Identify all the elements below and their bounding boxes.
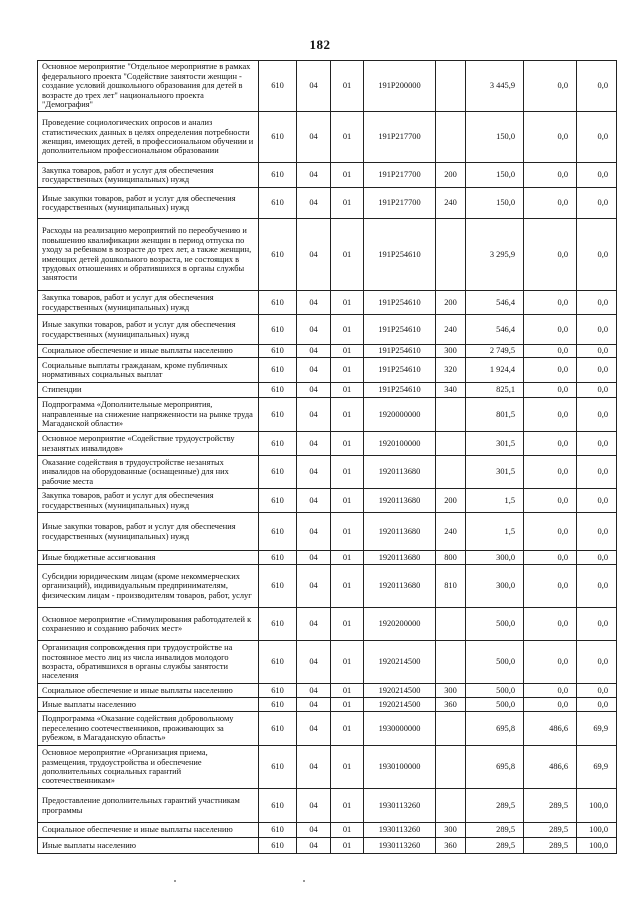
section-code-cell: 04 [297,358,331,383]
table-row [38,398,617,432]
scan-speck [303,880,305,882]
item-name-cell: Оказание содействия в трудоустройстве незанятых инвалидов на оборудованные (оснащенные) для них рабочие места [38,456,259,489]
expense-type-code-cell [436,746,466,789]
executed-amount-cell: 486,6 [524,712,577,746]
section-code-cell: 04 [297,746,331,789]
item-name-cell: Иные закупки товаров, работ и услуг для обеспечения государственных (муниципальных) нужд [38,188,259,219]
executed-amount-cell: 0,0 [524,698,577,712]
target-article-code-cell: 1920113680 [364,565,436,608]
target-article-code-cell: 191P200000 [364,61,436,112]
department-code-cell: 610 [259,61,297,112]
target-article-code-cell: 1920214500 [364,698,436,712]
target-article-code-cell: 191P217700 [364,188,436,219]
department-code-cell: 610 [259,398,297,432]
department-code-cell: 610 [259,163,297,188]
table-row [38,684,617,698]
item-name-cell: Закупка товаров, работ и услуг для обеспечения государственных (муниципальных) нужд [38,489,259,513]
scan-speck [174,880,176,882]
target-article-code-cell: 1930113260 [364,838,436,854]
section-code-cell: 04 [297,513,331,551]
executed-amount-cell: 0,0 [524,565,577,608]
expense-type-code-cell [436,456,466,489]
table-row [38,432,617,456]
section-code-cell: 04 [297,112,331,163]
table-row [38,641,617,684]
execution-percent-cell: 0,0 [577,432,617,456]
expense-type-code-cell: 200 [436,291,466,315]
execution-percent-cell: 100,0 [577,823,617,838]
section-code-cell: 04 [297,345,331,358]
approved-amount-cell: 289,5 [466,838,524,854]
table-row [38,315,617,345]
approved-amount-cell: 150,0 [466,112,524,163]
approved-amount-cell: 289,5 [466,823,524,838]
table-row [38,383,617,398]
execution-percent-cell: 100,0 [577,789,617,823]
execution-percent-cell: 100,0 [577,838,617,854]
budget-table-body [38,61,617,854]
item-name-cell: Социальное обеспечение и иные выплаты населению [38,345,259,358]
section-code-cell: 04 [297,163,331,188]
expense-type-code-cell [436,219,466,291]
department-code-cell: 610 [259,219,297,291]
executed-amount-cell: 0,0 [524,383,577,398]
subsection-code-cell: 01 [331,823,364,838]
approved-amount-cell: 300,0 [466,551,524,565]
approved-amount-cell: 500,0 [466,608,524,641]
department-code-cell: 610 [259,489,297,513]
department-code-cell: 610 [259,838,297,854]
executed-amount-cell: 0,0 [524,432,577,456]
executed-amount-cell: 289,5 [524,838,577,854]
section-code-cell: 04 [297,291,331,315]
item-name-cell: Иные закупки товаров, работ и услуг для обеспечения государственных (муниципальных) нужд [38,315,259,345]
expense-type-code-cell [436,398,466,432]
subsection-code-cell: 01 [331,551,364,565]
department-code-cell: 610 [259,789,297,823]
target-article-code-cell: 1920000000 [364,398,436,432]
table-row [38,789,617,823]
approved-amount-cell: 546,4 [466,291,524,315]
department-code-cell: 610 [259,551,297,565]
subsection-code-cell: 01 [331,838,364,854]
item-name-cell: Социальное обеспечение и иные выплаты населению [38,684,259,698]
item-name-cell: Основное мероприятие «Организация приема, размещения, трудоустройства и обеспечение дополнительных социальных гарантий соотечественникам» [38,746,259,789]
department-code-cell: 610 [259,112,297,163]
subsection-code-cell: 01 [331,383,364,398]
target-article-code-cell: 1920113680 [364,513,436,551]
executed-amount-cell: 0,0 [524,456,577,489]
executed-amount-cell: 0,0 [524,551,577,565]
table-row [38,513,617,551]
item-name-cell: Подпрограмма «Дополнительные мероприятия, направленные на снижение напряженности на рынке труда Магаданской области» [38,398,259,432]
executed-amount-cell: 289,5 [524,789,577,823]
expense-type-code-cell [436,608,466,641]
section-code-cell: 04 [297,383,331,398]
target-article-code-cell: 1920214500 [364,684,436,698]
item-name-cell: Проведение социологических опросов и анализ статистических данных в целях определения потребности женщин, имеющих детей, в профессиональном обучении и дополнительном профессиональном образовании [38,112,259,163]
expense-type-code-cell [436,432,466,456]
subsection-code-cell: 01 [331,291,364,315]
section-code-cell: 04 [297,823,331,838]
approved-amount-cell: 289,5 [466,789,524,823]
department-code-cell: 610 [259,315,297,345]
executed-amount-cell: 0,0 [524,489,577,513]
executed-amount-cell: 0,0 [524,513,577,551]
department-code-cell: 610 [259,432,297,456]
item-name-cell: Организация сопровождения при трудоустройстве на постоянное место лиц из числа инвалидов молодого возраста, обратившихся в органы службы занятости населения [38,641,259,684]
execution-percent-cell: 0,0 [577,345,617,358]
execution-percent-cell: 0,0 [577,565,617,608]
table-row [38,608,617,641]
section-code-cell: 04 [297,188,331,219]
section-code-cell: 04 [297,641,331,684]
expense-type-code-cell [436,61,466,112]
expense-type-code-cell: 300 [436,345,466,358]
target-article-code-cell: 1920113680 [364,551,436,565]
executed-amount-cell: 0,0 [524,61,577,112]
item-name-cell: Основное мероприятие «Стимулирования работодателей к сохранению и созданию рабочих мест» [38,608,259,641]
subsection-code-cell: 01 [331,789,364,823]
section-code-cell: 04 [297,789,331,823]
item-name-cell: Закупка товаров, работ и услуг для обеспечения государственных (муниципальных) нужд [38,291,259,315]
item-name-cell: Иные закупки товаров, работ и услуг для обеспечения государственных (муниципальных) нужд [38,513,259,551]
subsection-code-cell: 01 [331,456,364,489]
department-code-cell: 610 [259,565,297,608]
executed-amount-cell: 0,0 [524,398,577,432]
approved-amount-cell: 1 924,4 [466,358,524,383]
department-code-cell: 610 [259,383,297,398]
item-name-cell: Иные выплаты населению [38,698,259,712]
target-article-code-cell: 1920100000 [364,432,436,456]
target-article-code-cell: 191P254610 [364,383,436,398]
subsection-code-cell: 01 [331,432,364,456]
executed-amount-cell: 0,0 [524,112,577,163]
target-article-code-cell: 191P254610 [364,291,436,315]
subsection-code-cell: 01 [331,698,364,712]
subsection-code-cell: 01 [331,641,364,684]
table-row [38,838,617,854]
department-code-cell: 610 [259,345,297,358]
execution-percent-cell: 0,0 [577,398,617,432]
table-row [38,551,617,565]
execution-percent-cell: 0,0 [577,641,617,684]
item-name-cell: Подпрограмма «Оказание содействия добровольному переселению соотечественников, проживающих за рубежом, в Магаданскую область» [38,712,259,746]
execution-percent-cell: 0,0 [577,291,617,315]
approved-amount-cell: 500,0 [466,684,524,698]
section-code-cell: 04 [297,712,331,746]
expense-type-code-cell: 320 [436,358,466,383]
expense-type-code-cell: 810 [436,565,466,608]
subsection-code-cell: 01 [331,315,364,345]
execution-percent-cell: 0,0 [577,608,617,641]
subsection-code-cell: 01 [331,398,364,432]
section-code-cell: 04 [297,698,331,712]
section-code-cell: 04 [297,456,331,489]
expense-type-code-cell: 300 [436,823,466,838]
department-code-cell: 610 [259,608,297,641]
table-row [38,712,617,746]
section-code-cell: 04 [297,551,331,565]
approved-amount-cell: 546,4 [466,315,524,345]
expense-type-code-cell: 360 [436,838,466,854]
section-code-cell: 04 [297,565,331,608]
executed-amount-cell: 0,0 [524,163,577,188]
target-article-code-cell: 1920200000 [364,608,436,641]
department-code-cell: 610 [259,698,297,712]
subsection-code-cell: 01 [331,345,364,358]
section-code-cell: 04 [297,219,331,291]
executed-amount-cell: 0,0 [524,641,577,684]
table-row [38,291,617,315]
department-code-cell: 610 [259,746,297,789]
execution-percent-cell: 0,0 [577,698,617,712]
approved-amount-cell: 825,1 [466,383,524,398]
target-article-code-cell: 1930113260 [364,789,436,823]
executed-amount-cell: 0,0 [524,315,577,345]
table-row [38,61,617,112]
approved-amount-cell: 150,0 [466,163,524,188]
table-row [38,219,617,291]
expense-type-code-cell [436,112,466,163]
subsection-code-cell: 01 [331,61,364,112]
table-row [38,565,617,608]
item-name-cell: Предоставление дополнительных гарантий участникам программы [38,789,259,823]
expense-type-code-cell: 300 [436,684,466,698]
approved-amount-cell: 801,5 [466,398,524,432]
subsection-code-cell: 01 [331,513,364,551]
expense-type-code-cell [436,712,466,746]
section-code-cell: 04 [297,398,331,432]
executed-amount-cell: 289,5 [524,823,577,838]
department-code-cell: 610 [259,188,297,219]
approved-amount-cell: 2 749,5 [466,345,524,358]
executed-amount-cell: 0,0 [524,188,577,219]
target-article-code-cell: 191P217700 [364,163,436,188]
subsection-code-cell: 01 [331,489,364,513]
approved-amount-cell: 1,5 [466,489,524,513]
department-code-cell: 610 [259,712,297,746]
expense-type-code-cell: 360 [436,698,466,712]
approved-amount-cell: 301,5 [466,456,524,489]
execution-percent-cell: 0,0 [577,112,617,163]
expense-type-code-cell: 240 [436,513,466,551]
execution-percent-cell: 0,0 [577,513,617,551]
target-article-code-cell: 1930113260 [364,823,436,838]
item-name-cell: Основное мероприятие «Содействие трудоустройству незанятых инвалидов» [38,432,259,456]
executed-amount-cell: 0,0 [524,219,577,291]
table-row [38,345,617,358]
executed-amount-cell: 0,0 [524,608,577,641]
subsection-code-cell: 01 [331,712,364,746]
budget-table [37,60,617,854]
execution-percent-cell: 0,0 [577,188,617,219]
item-name-cell: Закупка товаров, работ и услуг для обеспечения государственных (муниципальных) нужд [38,163,259,188]
subsection-code-cell: 01 [331,112,364,163]
target-article-code-cell: 191P254610 [364,345,436,358]
target-article-code-cell: 1930100000 [364,746,436,789]
table-row [38,823,617,838]
target-article-code-cell: 191P254610 [364,315,436,345]
target-article-code-cell: 1920113680 [364,456,436,489]
approved-amount-cell: 1,5 [466,513,524,551]
section-code-cell: 04 [297,61,331,112]
table-row [38,188,617,219]
table-row [38,163,617,188]
subsection-code-cell: 01 [331,608,364,641]
approved-amount-cell: 695,8 [466,712,524,746]
section-code-cell: 04 [297,608,331,641]
target-article-code-cell: 1930000000 [364,712,436,746]
expense-type-code-cell [436,789,466,823]
expense-type-code-cell: 340 [436,383,466,398]
section-code-cell: 04 [297,432,331,456]
department-code-cell: 610 [259,456,297,489]
approved-amount-cell: 3 445,9 [466,61,524,112]
expense-type-code-cell: 200 [436,163,466,188]
table-row [38,489,617,513]
approved-amount-cell: 150,0 [466,188,524,219]
execution-percent-cell: 0,0 [577,489,617,513]
target-article-code-cell: 191P217700 [364,112,436,163]
execution-percent-cell: 0,0 [577,684,617,698]
item-name-cell: Расходы на реализацию мероприятий по переобучению и повышению квалификации женщин в период отпуска по уходу за ребенком в возрасте до трех лет, а также женщин, имеющих детей дошкольного возраста, не состоящих в трудовых отношениях и обратившихся в органы службы занятости [38,219,259,291]
department-code-cell: 610 [259,291,297,315]
item-name-cell: Социальные выплаты гражданам, кроме публичных нормативных социальных выплат [38,358,259,383]
executed-amount-cell: 0,0 [524,345,577,358]
page-number: 182 [309,37,331,52]
execution-percent-cell: 69,9 [577,712,617,746]
section-code-cell: 04 [297,489,331,513]
subsection-code-cell: 01 [331,684,364,698]
executed-amount-cell: 0,0 [524,291,577,315]
approved-amount-cell: 301,5 [466,432,524,456]
subsection-code-cell: 01 [331,188,364,219]
target-article-code-cell: 191P254610 [364,358,436,383]
section-code-cell: 04 [297,838,331,854]
table-row [38,358,617,383]
executed-amount-cell: 0,0 [524,358,577,383]
table-row [38,698,617,712]
table-row [38,456,617,489]
item-name-cell: Иные выплаты населению [38,838,259,854]
department-code-cell: 610 [259,358,297,383]
approved-amount-cell: 500,0 [466,641,524,684]
target-article-code-cell: 1920214500 [364,641,436,684]
subsection-code-cell: 01 [331,565,364,608]
approved-amount-cell: 3 295,9 [466,219,524,291]
executed-amount-cell: 0,0 [524,684,577,698]
target-article-code-cell: 1920113680 [364,489,436,513]
subsection-code-cell: 01 [331,746,364,789]
approved-amount-cell: 300,0 [466,565,524,608]
subsection-code-cell: 01 [331,163,364,188]
item-name-cell: Основное мероприятие "Отдельное мероприятие в рамках федерального проекта "Содействие занятости женщин - создание условий дошкольного образования для детей в возрасте до трех лет" национального проекта "Демография" [38,61,259,112]
expense-type-code-cell: 200 [436,489,466,513]
table-row [38,746,617,789]
subsection-code-cell: 01 [331,219,364,291]
execution-percent-cell: 0,0 [577,383,617,398]
department-code-cell: 610 [259,823,297,838]
expense-type-code-cell: 240 [436,188,466,219]
execution-percent-cell: 69,9 [577,746,617,789]
expense-type-code-cell: 240 [436,315,466,345]
execution-percent-cell: 0,0 [577,315,617,345]
item-name-cell: Социальное обеспечение и иные выплаты населению [38,823,259,838]
execution-percent-cell: 0,0 [577,219,617,291]
execution-percent-cell: 0,0 [577,456,617,489]
target-article-code-cell: 191P254610 [364,219,436,291]
section-code-cell: 04 [297,315,331,345]
subsection-code-cell: 01 [331,358,364,383]
execution-percent-cell: 0,0 [577,61,617,112]
table-row [38,112,617,163]
executed-amount-cell: 486,6 [524,746,577,789]
approved-amount-cell: 500,0 [466,698,524,712]
approved-amount-cell: 695,8 [466,746,524,789]
item-name-cell: Субсидии юридическим лицам (кроме некоммерческих организаций), индивидуальным предпринимателям, физическим лицам - производителям товаров, работ, услуг [38,565,259,608]
item-name-cell: Иные бюджетные ассигнования [38,551,259,565]
expense-type-code-cell: 800 [436,551,466,565]
execution-percent-cell: 0,0 [577,358,617,383]
department-code-cell: 610 [259,641,297,684]
execution-percent-cell: 0,0 [577,551,617,565]
item-name-cell: Стипендии [38,383,259,398]
expense-type-code-cell [436,641,466,684]
section-code-cell: 04 [297,684,331,698]
department-code-cell: 610 [259,684,297,698]
execution-percent-cell: 0,0 [577,163,617,188]
department-code-cell: 610 [259,513,297,551]
